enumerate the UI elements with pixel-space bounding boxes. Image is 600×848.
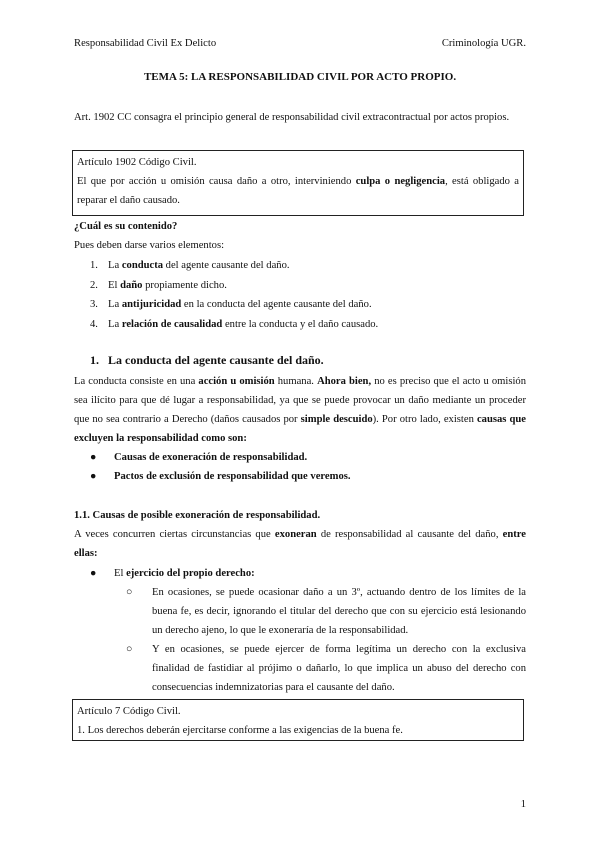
exercise-subpoints bbox=[126, 583, 526, 697]
question-intro: Pues deben darse varios elementos: bbox=[74, 240, 225, 251]
exercise-bullet bbox=[90, 564, 255, 583]
list-item: 3. La antijuricidad en la conducta del agente causante del daño. bbox=[90, 299, 372, 310]
article-7-title: Artículo 7 Código Civil. bbox=[77, 706, 181, 717]
article-7-box bbox=[72, 699, 524, 741]
circle-bullet-icon: ○ bbox=[126, 587, 133, 598]
question-heading: ¿Cuál es su contenido? bbox=[74, 221, 178, 232]
header-right: Criminología UGR. bbox=[441, 38, 526, 49]
page-title: TEMA 5: LA RESPONSABILIDAD CIVIL POR ACTO PROPIO. bbox=[143, 71, 457, 83]
list-item: ● Pactos de exclusión de responsabilidad que veremos. bbox=[90, 467, 351, 486]
exoneration-paragraph: A veces concurren ciertas circunstancias que exoneran de responsabilidad al causante del daño, entre ellas: bbox=[74, 529, 526, 559]
exclusion-causes-list bbox=[90, 448, 351, 486]
conduct-paragraph: La conducta consiste en una acción u omisión humana. Ahora bien, no es preciso que el acto u omisión sea ilícito para que dé lugar a responsabilidad, ya que se puede provocar un daño mediante un proceder que no sea contrario a Derecho (daños causados por simple descuido). Por otro lado, existen causas que excluyen la responsabilidad como son: bbox=[74, 376, 526, 444]
article-1902-text: El que por acción u omisión causa daño a otro, interviniendo culpa o negligencia, está obligado a reparar el daño causado. bbox=[77, 176, 519, 206]
list-item: ○ En ocasiones, se puede ocasionar daño a un 3º, actuando dentro de los límites de la buena fe, es decir, ignorando el titular del derecho que con su ejercicio está lesionando un derecho ajeno, lo que le exoneraría de la responsabilidad. bbox=[126, 583, 526, 640]
page-number: 1 bbox=[520, 799, 526, 810]
circle-bullet-icon: ○ bbox=[126, 644, 133, 655]
list-item: 4. La relación de causalidad entre la conducta y el daño causado. bbox=[90, 318, 379, 330]
bullet-icon: ● bbox=[90, 568, 97, 579]
header-left: Responsabilidad Civil Ex Delicto bbox=[74, 38, 217, 49]
section-1-heading: 1. La conducta del agente causante del daño. bbox=[90, 353, 324, 367]
bullet-icon: ● bbox=[90, 471, 97, 482]
bullet-icon: ● bbox=[90, 452, 97, 463]
list-item: ● El ejercicio del propio derecho: bbox=[90, 564, 255, 583]
list-item: ○ Y en ocasiones, se puede ejercer de forma legítima un derecho con la exclusiva finalidad de fastidiar al prójimo o dañarlo, lo que implica un abuso del derecho con consecuencias indemnizatorias para el causante del daño. bbox=[126, 640, 526, 697]
list-item: 2. El daño propiamente dicho. bbox=[90, 279, 227, 291]
elements-list bbox=[90, 256, 378, 334]
article-1902-box bbox=[72, 150, 524, 216]
article-7-text: 1. Los derechos deberán ejercitarse conforme a las exigencias de la buena fe. bbox=[77, 725, 403, 736]
intro-paragraph: Art. 1902 CC consagra el principio general de responsabilidad civil extracontractual por actos propios. bbox=[74, 112, 510, 123]
subsection-1-1-heading: 1.1. Causas de posible exoneración de responsabilidad. bbox=[74, 510, 321, 521]
list-item: 1. La conducta del agente causante del daño. bbox=[90, 260, 290, 271]
list-item: ● Causas de exoneración de responsabilidad. bbox=[90, 448, 351, 467]
article-1902-title: Artículo 1902 Código Civil. bbox=[77, 157, 197, 168]
